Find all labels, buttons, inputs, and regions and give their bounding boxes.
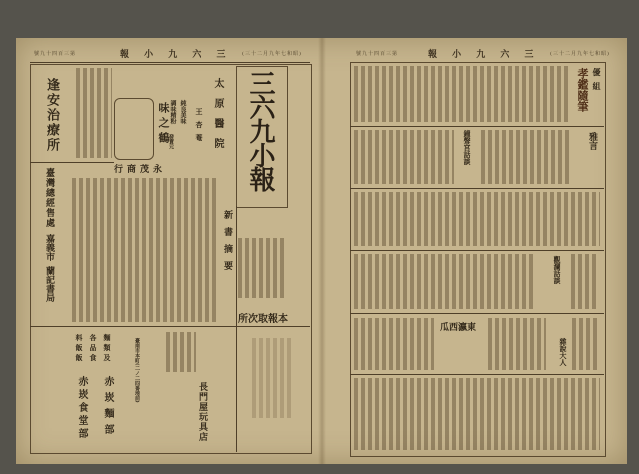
seller-name: 永茂商行 <box>114 165 167 175</box>
bookstore-city: 嘉義市 <box>44 234 54 261</box>
article-text <box>166 332 196 372</box>
article-text <box>76 68 112 158</box>
hospital-name: 太原醫院 <box>212 78 223 158</box>
toy-shop: 長門屋玩具店 <box>197 382 207 442</box>
ad-line2: 調味精粉 <box>169 100 176 124</box>
divider <box>350 313 604 314</box>
left-issue-number: 號九十四百三第 <box>34 51 77 57</box>
divider <box>30 326 236 327</box>
article-text <box>72 178 218 322</box>
divider <box>236 206 237 452</box>
divider <box>350 188 604 189</box>
divider <box>30 62 310 63</box>
article-text <box>354 254 534 309</box>
talk1-heading: 鐘聲宮話談 <box>463 130 472 165</box>
new-books-heading: 新書摘要 <box>222 210 232 278</box>
left-header-title: 報 小 九 六 三 <box>120 50 232 60</box>
restaurant-line2: 各品食 <box>89 334 98 364</box>
article-text <box>354 66 568 122</box>
article-text <box>354 130 454 184</box>
bookstore-name: 蘭記書局 <box>44 266 54 302</box>
yayan-heading: 雅言 <box>587 132 597 150</box>
newspaper-sheet <box>16 38 627 464</box>
clinic-ad: 逢安治療所 <box>44 78 59 153</box>
article-text <box>481 130 571 184</box>
right-issue-number: 號九十四百三第 <box>356 51 399 57</box>
left-header-date: (三十二月九年七和昭) <box>242 51 302 57</box>
restaurant-line3: 料飯飯 <box>75 334 84 364</box>
article-text <box>238 238 284 298</box>
product-name: 味之鶴 <box>157 102 170 147</box>
essay-title: 孝鑑隨筆 <box>576 68 589 112</box>
agents-heading: 本報取次所 <box>238 314 288 325</box>
person-heading: 雜說大人 <box>559 338 568 366</box>
article-text <box>572 318 600 370</box>
bookstore-label: 臺灣總經售處 <box>44 168 54 228</box>
watermelon-heading: 東瀛西瓜 <box>440 323 477 333</box>
divider <box>30 162 114 163</box>
divider <box>350 126 604 127</box>
restaurant-address: 臺南市本町(二ノ二四番地前) <box>134 338 140 403</box>
doctor-name: 王杏菴 <box>195 108 204 147</box>
article-text <box>488 318 546 370</box>
seller-label: 發賣元 <box>168 134 174 149</box>
article-text <box>571 254 599 309</box>
center-fold <box>318 38 326 464</box>
product-illustration <box>114 98 154 160</box>
right-header-date: (三十二月九年七和昭) <box>550 51 610 57</box>
right-header-title: 報 小 九 六 三 <box>428 50 540 60</box>
article-text <box>354 192 600 246</box>
article-text <box>354 378 600 450</box>
noodle-shop: 赤崁麵部 <box>102 376 113 440</box>
divider <box>350 374 604 375</box>
divider <box>237 326 310 327</box>
divider <box>350 250 604 251</box>
article-text <box>354 318 434 370</box>
group-label: 優組 <box>592 68 602 96</box>
ad-line1: 純良美味 <box>179 100 186 124</box>
talk2-heading: 觀瀾話談 <box>553 256 562 284</box>
dining-hall: 赤崁食堂部 <box>76 376 87 441</box>
masthead: 三六九小報 <box>245 70 275 190</box>
article-text <box>252 338 292 418</box>
restaurant-line1: 麵類及 <box>103 334 112 364</box>
